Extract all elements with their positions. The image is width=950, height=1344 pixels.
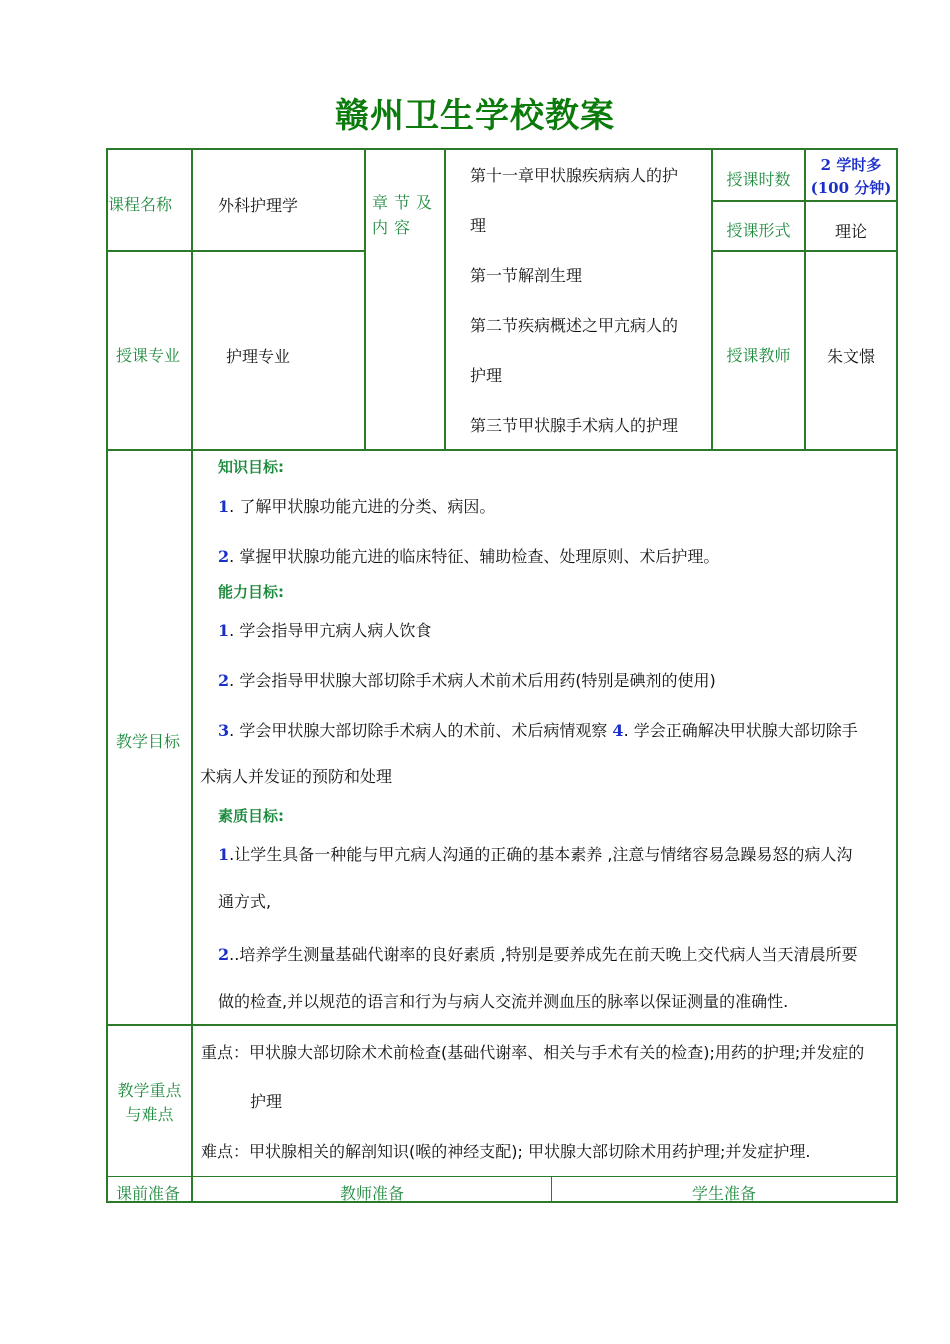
item-number: 2 bbox=[218, 671, 230, 690]
knowledge-item bbox=[218, 494, 888, 517]
objectives-label: 教学目标 bbox=[116, 732, 181, 751]
form-value: 理论 bbox=[834, 222, 867, 241]
item-number: 2 bbox=[218, 547, 230, 566]
item-number: 1 bbox=[218, 497, 230, 516]
focus-text: 重点：甲状腺大部切除术术前检查(基础代谢率、相关与手术有关的检查);用药的护理;并发症的 bbox=[201, 1043, 865, 1062]
item-text: . 学会指导甲亢病人病人饮食 bbox=[229, 621, 432, 640]
quality-item-continued: 通方式, bbox=[218, 892, 272, 911]
chapter-line: 第十一章甲状腺疾病病人的护 bbox=[470, 166, 679, 185]
item-text: .让学生具备一种能与甲亢病人沟通的正确的基本素养 ,注意与情绪容易急躁易怒的病人沟 bbox=[229, 845, 853, 864]
teacher-value: 朱文憬 bbox=[826, 347, 875, 366]
item-text: . 掌握甲状腺功能亢进的临床特征、辅助检查、处理原则、术后护理。 bbox=[229, 547, 720, 566]
major-label: 授课专业 bbox=[116, 346, 181, 365]
label-line: 与难点 bbox=[125, 1105, 174, 1124]
chapter-label: 章节及内容 bbox=[372, 193, 439, 237]
item-number: 1 bbox=[218, 621, 230, 640]
knowledge-heading: 知识目标: bbox=[218, 458, 284, 476]
item-text: . 学会甲状腺大部切除手术病人的术前、术后病情观察 bbox=[229, 721, 608, 740]
quality-item-continued: 做的检查,并以规范的语言和行为与病人交流并测血压的脉率以保证测量的准确性. bbox=[218, 992, 789, 1011]
item-text: ..培养学生测量基础代谢率的良好素质 ,特别是要养成先在前天晚上交代病人当天清晨所要 bbox=[229, 945, 858, 964]
quality-item bbox=[218, 942, 893, 965]
teacher-prep: 教师准备 bbox=[339, 1184, 404, 1203]
item-number: 1 bbox=[218, 845, 230, 864]
teacher-label: 授课教师 bbox=[726, 346, 791, 365]
item-number: 2 bbox=[218, 945, 230, 964]
hours-line: 2 学时多 bbox=[820, 156, 882, 174]
focus-text-continued: 护理 bbox=[250, 1092, 283, 1111]
prep-label: 课前准备 bbox=[116, 1184, 181, 1203]
chapter-line: 第三节甲状腺手术病人的护理 bbox=[470, 416, 679, 435]
ability-item bbox=[218, 718, 893, 741]
major-value: 护理专业 bbox=[226, 347, 291, 366]
item-number: 4 bbox=[612, 721, 624, 740]
quality-item bbox=[218, 842, 893, 865]
item-text: . 学会指导甲状腺大部切除手术病人术前术后用药(特别是碘剂的使用) bbox=[229, 671, 716, 690]
course-name-label: 课程名称 bbox=[108, 195, 173, 214]
chapter-content bbox=[470, 163, 705, 463]
ability-item-continued: 术病人并发证的预防和处理 bbox=[200, 767, 393, 786]
ability-item bbox=[218, 668, 888, 691]
hours-line: (100 分钟) bbox=[810, 179, 892, 197]
chapter-line: 护理 bbox=[470, 366, 503, 385]
item-text: . 了解甲状腺功能亢进的分类、病因。 bbox=[229, 497, 496, 516]
knowledge-item bbox=[218, 544, 888, 567]
label-line: 教学重点 bbox=[117, 1081, 182, 1100]
hours-label: 授课时数 bbox=[726, 170, 791, 189]
course-name-value: 外科护理学 bbox=[218, 196, 299, 215]
chapter-line: 第二节疾病概述之甲亢病人的 bbox=[470, 316, 679, 335]
chapter-line: 第一节解剖生理 bbox=[470, 266, 583, 285]
key-points-label bbox=[108, 1079, 191, 1127]
ability-heading: 能力目标: bbox=[218, 583, 284, 601]
student-prep: 学生准备 bbox=[691, 1184, 756, 1203]
form-label: 授课形式 bbox=[726, 221, 791, 240]
difficulty-text: 难点：甲状腺相关的解剖知识(喉的神经支配); 甲状腺大部切除术用药护理;并发症护理. bbox=[201, 1142, 811, 1161]
item-text: . 学会正确解决甲状腺大部切除手 bbox=[623, 721, 858, 740]
item-number: 3 bbox=[218, 721, 230, 740]
quality-heading: 素质目标: bbox=[218, 807, 284, 825]
hours-value bbox=[806, 154, 896, 200]
chapter-line: 理 bbox=[470, 216, 487, 235]
ability-item bbox=[218, 618, 888, 641]
page-title: 赣州卫生学校教案 bbox=[335, 96, 615, 136]
